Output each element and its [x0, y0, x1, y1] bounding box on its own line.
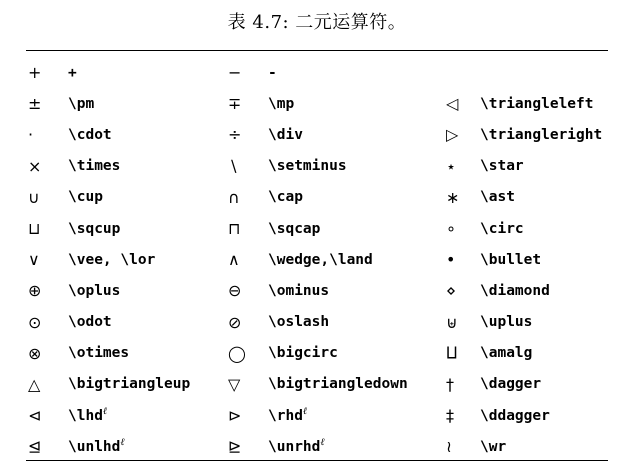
- operator-symbol-text: ⊳: [228, 406, 242, 426]
- operator-symbol: [26, 119, 68, 150]
- operator-symbol: [226, 275, 268, 306]
- latex-command: [268, 57, 444, 88]
- operator-symbol-text: ⋄: [446, 281, 457, 301]
- latex-command-text: \wr: [480, 438, 507, 455]
- operator-symbol: [444, 338, 480, 369]
- operator-symbol: [444, 88, 480, 119]
- latex-command-text: \ominus: [268, 282, 330, 299]
- operator-symbol-text: ⊗: [28, 343, 42, 363]
- operator-symbol: [226, 119, 268, 150]
- operator-symbol: [226, 244, 268, 275]
- operator-symbol-text: ×: [28, 156, 42, 176]
- latex-command-text: \odot: [68, 314, 112, 331]
- operator-symbol: [444, 275, 480, 306]
- operator-symbol: [226, 369, 268, 400]
- operator-symbol: [26, 57, 68, 88]
- latex-command: [68, 307, 226, 338]
- latex-command: [480, 244, 602, 275]
- operator-symbol-text: ∓: [228, 94, 242, 114]
- latex-command: [68, 431, 226, 462]
- latex-command-text: \oslash: [268, 314, 330, 331]
- latex-command: [480, 57, 602, 88]
- latex-command-text: \circ: [480, 220, 524, 237]
- latex-command-text: \sqcup: [68, 220, 121, 237]
- operator-symbol: [26, 307, 68, 338]
- latex-command: [68, 182, 226, 213]
- latex-command: [268, 369, 444, 400]
- operator-symbol-text: ±: [28, 94, 42, 114]
- latexsym-marker: ℓ: [120, 437, 125, 449]
- table-row: [26, 431, 602, 462]
- latex-command-text: \cdot: [68, 126, 112, 143]
- latex-command-text: \bigtriangleup: [68, 376, 191, 393]
- latex-command: [480, 151, 602, 182]
- table-row: [26, 182, 602, 213]
- table-caption: 表 4.7: 二元运算符。: [227, 12, 407, 33]
- operator-symbol-text: ▽: [228, 374, 241, 394]
- latex-command-text: \setminus: [268, 158, 347, 175]
- latex-command-text: \unlhd: [68, 438, 121, 455]
- operator-symbol-text: ·: [28, 125, 34, 145]
- operator-symbol: [444, 431, 480, 462]
- latex-command-text: \uplus: [480, 314, 533, 331]
- operator-symbol-text: ⊕: [28, 281, 42, 301]
- latex-command-text: \mp: [268, 95, 295, 112]
- operator-symbol-text: +: [28, 63, 42, 83]
- operator-symbol-text: ⊎: [446, 312, 458, 332]
- table-body: [26, 57, 602, 462]
- latex-command: [268, 244, 444, 275]
- latex-command: [68, 244, 226, 275]
- table-row: [26, 213, 602, 244]
- latex-command: [268, 431, 444, 462]
- operator-symbol-text: ◁: [446, 94, 459, 114]
- operator-symbol: [26, 275, 68, 306]
- latex-command: [268, 119, 444, 150]
- operator-symbol-text: ⊵: [228, 437, 242, 457]
- latex-command-text: \bigtriangledown: [268, 376, 408, 393]
- latex-command-text: \star: [480, 158, 524, 175]
- table-row: [26, 119, 602, 150]
- latexsym-marker: ℓ: [102, 405, 108, 417]
- latex-command: [480, 213, 602, 244]
- latex-command: [68, 88, 226, 119]
- binary-operators-table: [26, 57, 602, 462]
- operator-symbol: [444, 151, 480, 182]
- operator-symbol-text: †: [446, 374, 454, 394]
- operator-symbol: [444, 57, 480, 88]
- latex-command-text: \triangleright: [480, 126, 603, 143]
- table-row: [26, 307, 602, 338]
- latex-command-text: \otimes: [68, 345, 130, 362]
- operator-symbol: [26, 400, 68, 431]
- operator-symbol: [26, 244, 68, 275]
- bottom-rule: [26, 460, 608, 461]
- operator-symbol: [444, 119, 480, 150]
- latex-command: [480, 182, 602, 213]
- operator-symbol-text: ⋆: [446, 156, 457, 176]
- latex-command: [68, 151, 226, 182]
- operator-symbol: [444, 400, 480, 431]
- operator-symbol-text: ⊲: [28, 406, 42, 426]
- operator-symbol-text: △: [28, 374, 41, 394]
- latex-command: [268, 151, 444, 182]
- operator-symbol-text: ‡: [446, 406, 454, 426]
- operator-symbol: [444, 369, 480, 400]
- operator-symbol-text: ≀: [446, 437, 452, 457]
- operator-symbol: [226, 182, 268, 213]
- operator-symbol: [26, 431, 68, 462]
- operator-symbol: [26, 88, 68, 119]
- latex-command-text: \cup: [68, 189, 103, 206]
- latex-command-text: \times: [68, 158, 121, 175]
- table-row: [26, 369, 602, 400]
- latex-command: [480, 88, 602, 119]
- latex-command-text: \vee, \lor: [68, 251, 156, 268]
- operator-symbol-text: ÷: [228, 125, 242, 145]
- operator-symbol: [226, 57, 268, 88]
- operator-symbol-text: ∧: [228, 250, 240, 270]
- operator-symbol-text: ⨿: [446, 343, 458, 363]
- latex-command: [68, 369, 226, 400]
- operator-symbol-text: ▷: [446, 125, 459, 145]
- operator-symbol: [226, 88, 268, 119]
- latex-command: [68, 119, 226, 150]
- operator-symbol: [26, 369, 68, 400]
- table-row: [26, 400, 602, 431]
- operator-symbol-text: −: [228, 63, 242, 83]
- latex-command: [480, 119, 602, 150]
- latex-command: [480, 275, 602, 306]
- operator-symbol-text: ⊘: [228, 312, 242, 332]
- operator-symbol-text: ⊓: [228, 219, 241, 239]
- table-row: [26, 275, 602, 306]
- latex-command-text: +: [68, 64, 77, 81]
- table-row: [26, 151, 602, 182]
- latex-command: [68, 275, 226, 306]
- operator-symbol-text: ⊙: [28, 312, 42, 332]
- operator-symbol-text: ◯: [228, 343, 246, 363]
- latex-command: [268, 275, 444, 306]
- operator-symbol-text: ∘: [446, 219, 457, 239]
- operator-symbol-text: ⊖: [228, 281, 242, 301]
- operator-symbol-text: ∩: [228, 187, 240, 207]
- latex-command-text: \sqcap: [268, 220, 321, 237]
- table-row: [26, 88, 602, 119]
- operator-symbol-text: ⊴: [28, 437, 42, 457]
- latex-command: [268, 400, 444, 431]
- latex-command-text: \diamond: [480, 282, 550, 299]
- operator-symbol: [444, 244, 480, 275]
- operator-symbol-text: ∗: [446, 187, 460, 207]
- top-rule: [26, 50, 608, 51]
- latex-command: [268, 307, 444, 338]
- operator-symbol: [226, 338, 268, 369]
- operator-symbol: [26, 338, 68, 369]
- latex-command: [268, 88, 444, 119]
- operator-symbol: [226, 213, 268, 244]
- latex-command-text: \bullet: [480, 251, 542, 268]
- operator-symbol: [26, 213, 68, 244]
- latexsym-marker: ℓ: [302, 405, 308, 417]
- latex-command-text: -: [268, 64, 277, 81]
- latex-command: [268, 213, 444, 244]
- latex-command-text: \rhd: [268, 407, 303, 424]
- operator-symbol-text: ⊔: [28, 219, 41, 239]
- latex-command: [68, 338, 226, 369]
- latex-command-text: \ddagger: [480, 407, 550, 424]
- latex-command: [68, 213, 226, 244]
- latex-command: [268, 338, 444, 369]
- operator-symbol: [26, 151, 68, 182]
- operator-symbol-text: ∨: [28, 250, 40, 270]
- operator-symbol: [226, 431, 268, 462]
- latex-command-text: \oplus: [68, 282, 121, 299]
- latex-command-text: \bigcirc: [268, 345, 338, 362]
- table-row: [26, 338, 602, 369]
- latex-command: [68, 57, 226, 88]
- latex-command-text: \lhd: [68, 407, 103, 424]
- latex-command: [480, 431, 602, 462]
- latex-command-text: \cap: [268, 189, 303, 206]
- operator-symbol-text: ∪: [28, 187, 40, 207]
- operator-symbol: [226, 151, 268, 182]
- operator-symbol: [444, 182, 480, 213]
- operator-symbol-text: ∖: [228, 156, 239, 176]
- latex-command-text: \dagger: [480, 376, 542, 393]
- operator-symbol: [444, 307, 480, 338]
- latex-command-text: \triangleleft: [480, 95, 594, 112]
- latex-command: [268, 182, 444, 213]
- operator-symbol: [26, 182, 68, 213]
- table-row: [26, 244, 602, 275]
- latex-command-text: \pm: [68, 95, 95, 112]
- latex-command-text: \amalg: [480, 345, 533, 362]
- latex-command: [480, 400, 602, 431]
- table-row: [26, 57, 602, 88]
- latex-command-text: \unrhd: [268, 438, 321, 455]
- latex-command-text: \ast: [480, 189, 515, 206]
- latex-command: [68, 400, 226, 431]
- operator-symbol-text: •: [446, 250, 456, 270]
- latex-command-text: \wedge,\land: [268, 251, 373, 268]
- operator-symbol: [444, 213, 480, 244]
- latex-command: [480, 307, 602, 338]
- operator-symbol: [226, 400, 268, 431]
- latexsym-marker: ℓ: [320, 437, 325, 449]
- operator-symbol: [226, 307, 268, 338]
- latex-command-text: \div: [268, 126, 303, 143]
- latex-command: [480, 369, 602, 400]
- latex-command: [480, 338, 602, 369]
